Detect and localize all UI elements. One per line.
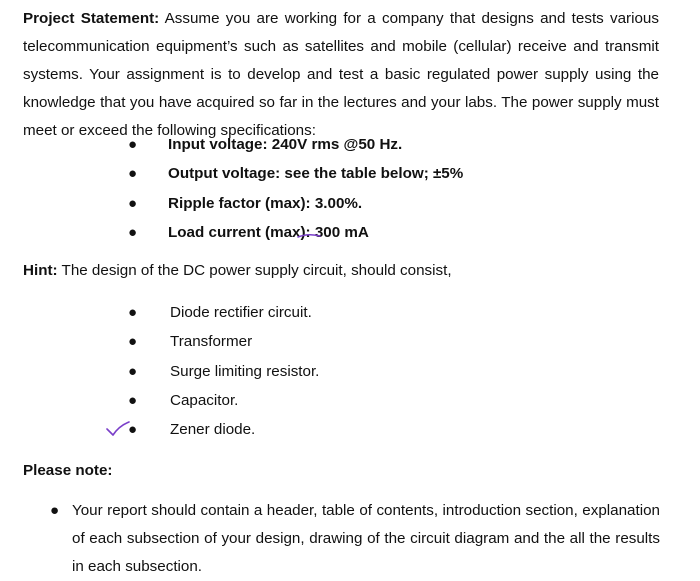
hint-text: The design of the DC power supply circuit, should consist, [61,262,452,279]
project-statement [23,5,659,145]
underline-mark-icon [296,232,322,240]
note-heading: Please note: [23,462,113,479]
note-item [50,497,660,581]
bullet-icon: ● [128,165,138,183]
bullet-icon: ● [128,421,138,439]
note-item-text: Your report should contain a header, table of contents, introduction section, explanation of each subsection of your design, drawing of the circuit diagram and the all the results in each subsection. [72,502,660,575]
project-statement-heading: Project Statement: [23,10,160,27]
bullet-icon: ● [128,362,138,380]
hint-heading: Hint: [23,262,58,279]
bullet-icon: ● [128,223,138,241]
bullet-icon: ● [50,502,60,519]
checkmark-icon [105,420,131,438]
document-page: Project Statement: Assume you are working for a company that designs and tests various telecommunication equipment’s such as satellites and mobile (cellular) receive and transmit systems. Your assignment is to develop and test a basic regulated power supply using the knowledge that you have acquired so far in the lectures and your labs. The power supply must meet or exceed the following specifications: ● Input voltage: 240V rms @50 Hz. ● Output voltage: see the table below; ±5% ● Ripple factor (max): 3.00%. ● Load current (max): 300 mA Hint: The design of the DC power supply circuit, should consist, ● Diode rectifier circuit. ● Transformer ● Surge limiting resistor. ● Capacitor. ● Zener diode. Please note: ● Your report should contain a header, table of contents, introduction section, explanation of each subsection of your design, drawing of the circuit diagram and the all the results in each subsection. [0,0,700,574]
bullet-icon: ● [128,304,138,321]
bullet-icon: ● [128,333,138,351]
bullet-icon: ● [128,391,138,409]
hint [23,257,659,285]
bullet-icon: ● [128,194,138,212]
project-statement-text: Assume you are working for a company that designs and tests various telecommunication equipment’s such as satellites and mobile (cellular) receive and transmit systems. Your assignment is to develop and test a basic regulated power supply using the knowledge that you have acquired so far in the lectures and your labs. The power supply must meet or exceed the following specifications: [23,10,659,139]
bullet-icon: ● [128,136,138,153]
